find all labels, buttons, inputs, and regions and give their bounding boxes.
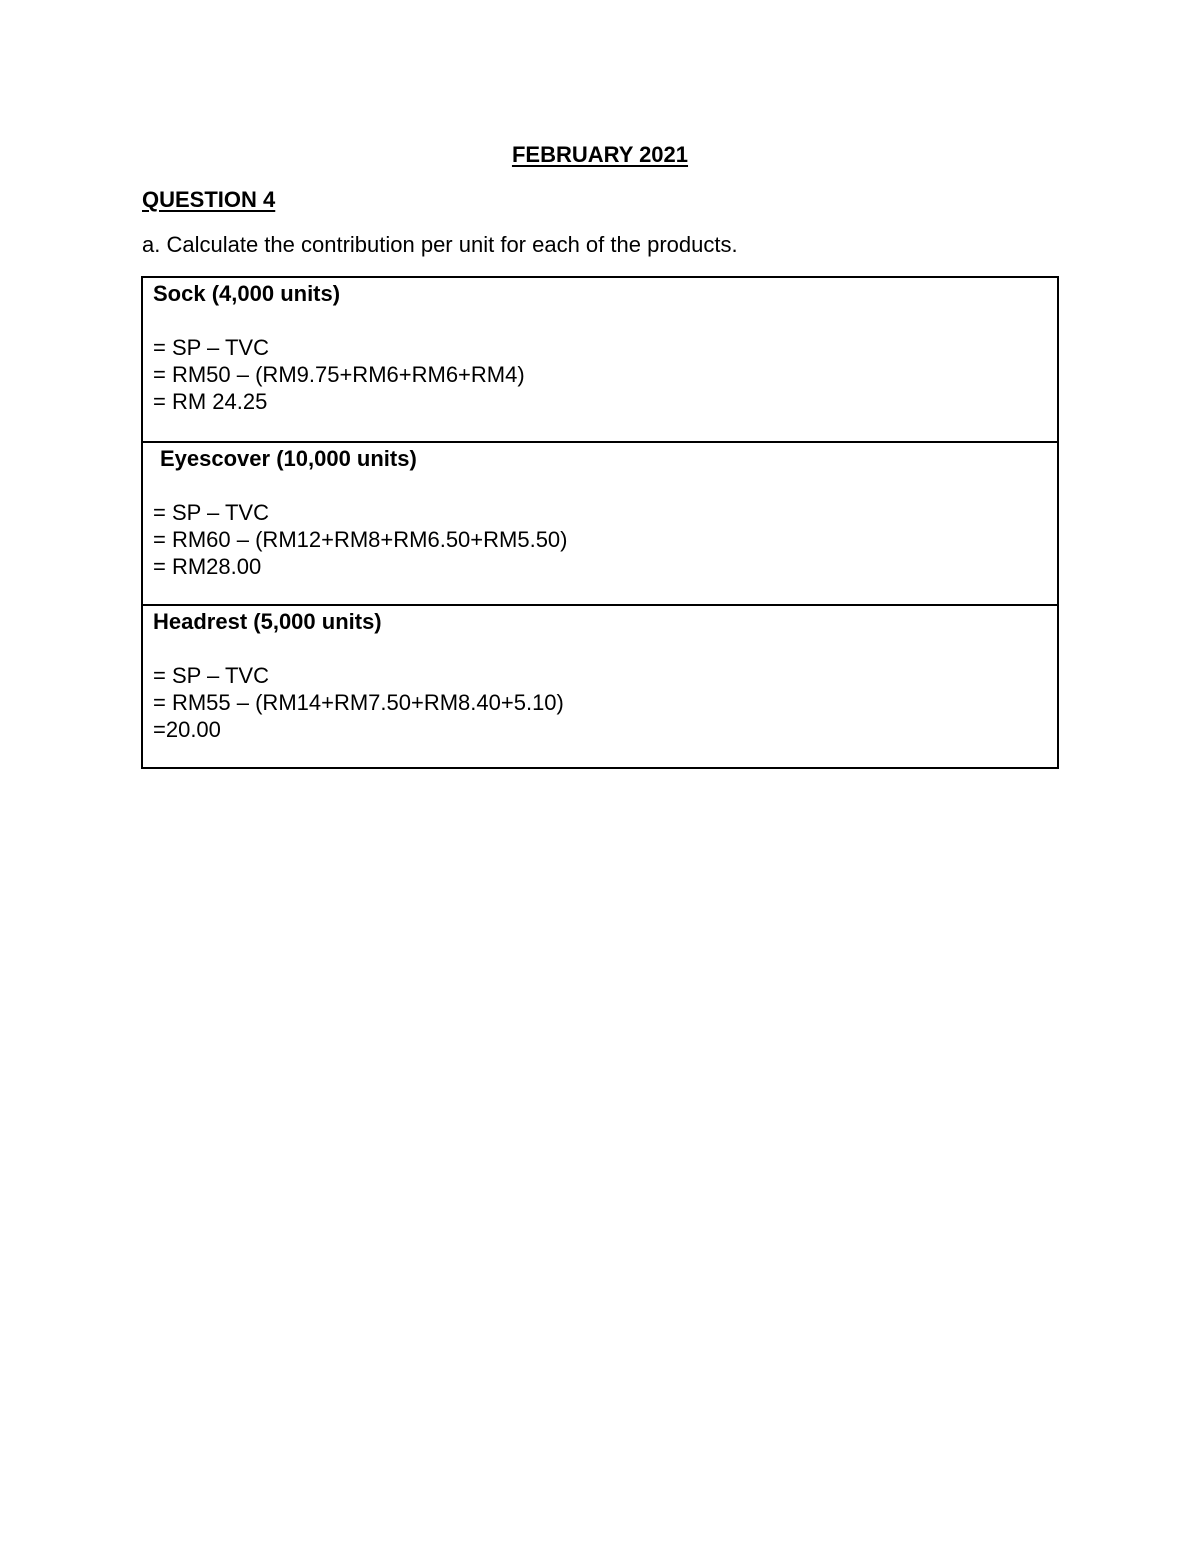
calculation-result: = RM28.00 <box>153 554 262 579</box>
calculation-result: = RM 24.25 <box>153 389 268 414</box>
answer-cell-sock <box>143 278 1057 441</box>
calculation-line: = RM50 – (RM9.75+RM6+RM6+RM4) <box>153 362 525 387</box>
question-text: a. Calculate the contribution per unit for each of the products. <box>142 232 738 257</box>
calculation-line: = RM55 – (RM14+RM7.50+RM8.40+5.10) <box>153 690 564 715</box>
page-title <box>0 141 1200 168</box>
spacer <box>153 635 1047 662</box>
answer-cell-eyescover <box>143 441 1057 604</box>
calculation-line: = SP – TVC <box>153 335 269 360</box>
answer-cell-headrest <box>143 604 1057 767</box>
calculation-line: = RM60 – (RM12+RM8+RM6.50+RM5.50) <box>153 527 568 552</box>
product-heading: Headrest (5,000 units) <box>153 609 382 634</box>
spacer <box>153 307 1047 334</box>
product-heading: Sock (4,000 units) <box>153 281 341 306</box>
question-heading: QUESTION 4 <box>142 187 276 212</box>
calculation-line: = SP – TVC <box>153 663 269 688</box>
calculation-result: =20.00 <box>153 717 221 742</box>
answer-table <box>141 276 1059 769</box>
calculation-line: = SP – TVC <box>153 500 269 525</box>
product-heading: Eyescover (10,000 units) <box>160 446 417 471</box>
page-title-text: FEBRUARY 2021 <box>511 142 689 167</box>
spacer <box>153 472 1047 499</box>
